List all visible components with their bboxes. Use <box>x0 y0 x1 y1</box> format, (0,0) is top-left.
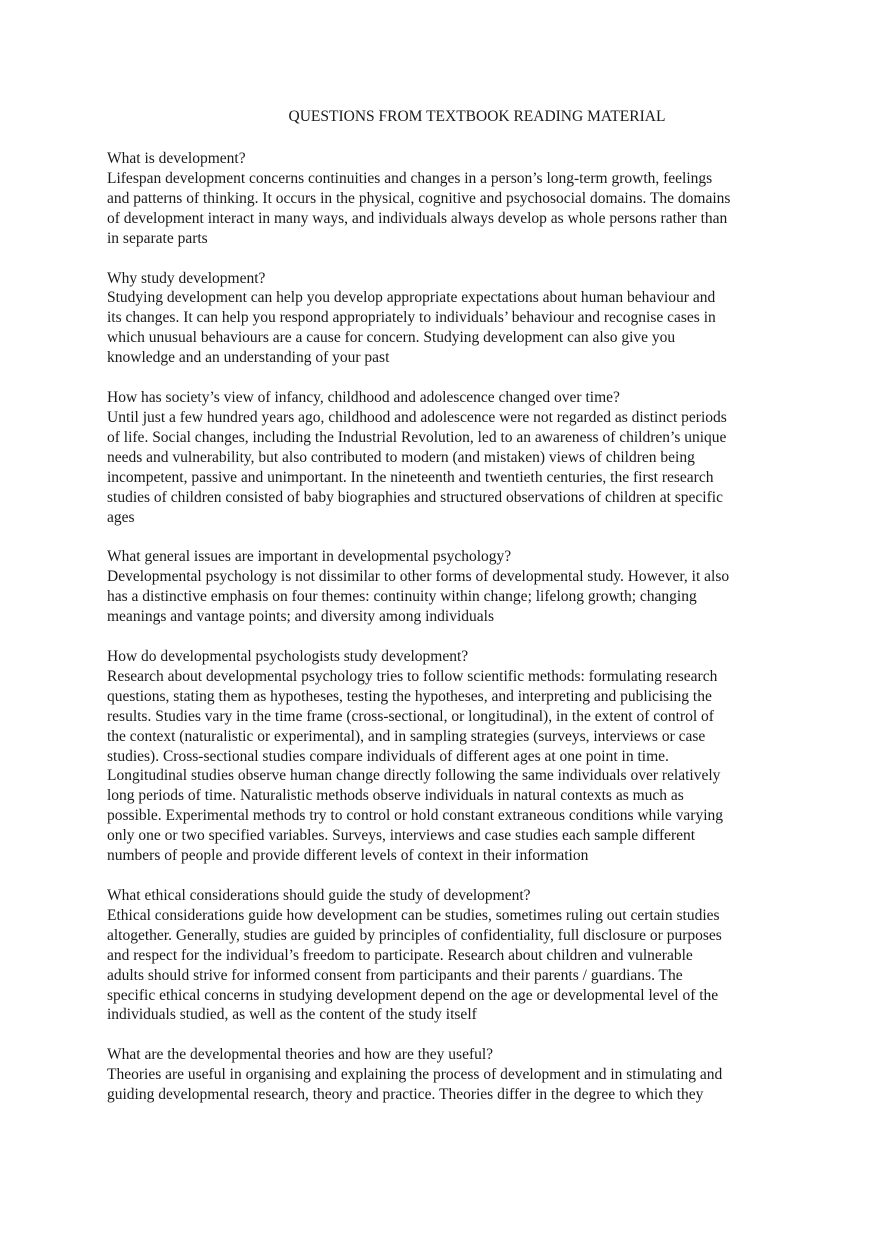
qa-section-general-issues <box>107 547 767 627</box>
qa-section-society-view <box>107 388 767 527</box>
document-body <box>107 149 767 1125</box>
qa-section-development <box>107 149 767 249</box>
answer-text: Studying development can help you develop appropriate expectations about human behaviour and its changes. It can help you respond appropriately to individuals’ behaviour and recognise cases in which unusual behaviours are a cause for concern. Studying development can also give you knowledge and an understanding of your past <box>107 289 716 367</box>
qa-section-ethics <box>107 886 767 1025</box>
answer-text: Lifespan development concerns continuities and changes in a person’s long-term growth, feelings and patterns of thinking. It occurs in the physical, cognitive and psychosocial domains. The domains of development interact in many ways, and individuals always develop as whole persons rather than in separate parts <box>107 169 731 247</box>
answer-text: Research about developmental psychology tries to follow scientific methods: formulating research questions, stating them as hypotheses, testing the hypotheses, and interpreting and publicising the results. Studies vary in the time frame (cross-sectional, or longitudinal), in the extent of control of the context (naturalistic or experimental), and in sampling strategies (surveys, interviews or case studies). Cross-sectional studies compare individuals of different ages at one point in time. Longitudinal studies observe human change directly following the same individuals over relatively long periods of time. Naturalistic methods observe individuals in natural contexts as much as possible. Experimental methods try to control or hold constant extraneous conditions while varying only one or two specified variables. Surveys, interviews and case studies each sample different numbers of people and provide different levels of context in their information <box>107 667 724 865</box>
qa-section-theories <box>107 1045 767 1105</box>
answer-text: Developmental psychology is not dissimilar to other forms of developmental study. However, it also has a distinctive emphasis on four themes: continuity within change; lifelong growth; changing meanings and vantage points; and diversity among individuals <box>107 568 730 626</box>
page-title: QUESTIONS FROM TEXTBOOK READING MATERIAL <box>288 108 666 125</box>
question-text: How has society’s view of infancy, childhood and adolescence changed over time? <box>107 389 620 407</box>
question-text: What ethical considerations should guide the study of development? <box>107 887 531 904</box>
answer-text: Ethical considerations guide how development can be studies, sometimes ruling out certain studies altogether. Generally, studies are guided by principles of confidentiality, full disclosure or purposes and respect for the individual’s freedom to participate. Research about children and vulnerable adults should strive for informed consent from participants and their parents / guardians. The specific ethical concerns in studying development depend on the age or developmental level of the individuals studied, as well as the content of the study itself <box>107 906 722 1024</box>
answer-text: Until just a few hundred years ago, childhood and adolescence were not regarded as distinct periods of life. Social changes, including the Industrial Revolution, led to an awareness of children’s unique needs and vulnerability, but also contributed to modern (and mistaken) views of children being incompetent, passive and unimportant. In the nineteenth and twentieth centuries, the first research studies of children consisted of baby biographies and structured observations of children at specific ages <box>107 408 727 526</box>
question-text: Why study development? <box>107 269 266 287</box>
qa-section-study-methods <box>107 647 767 866</box>
question-text: What is development? <box>107 150 246 167</box>
answer-text: Theories are useful in organising and explaining the process of development and in stimulating and guiding developmental research, theory and practice. Theories differ in the degree to which they <box>107 1066 723 1104</box>
question-text: How do developmental psychologists study development? <box>107 648 469 666</box>
question-text: What general issues are important in developmental psychology? <box>107 548 512 566</box>
qa-section-why-study <box>107 269 767 369</box>
question-text: What are the developmental theories and how are they useful? <box>107 1046 494 1064</box>
